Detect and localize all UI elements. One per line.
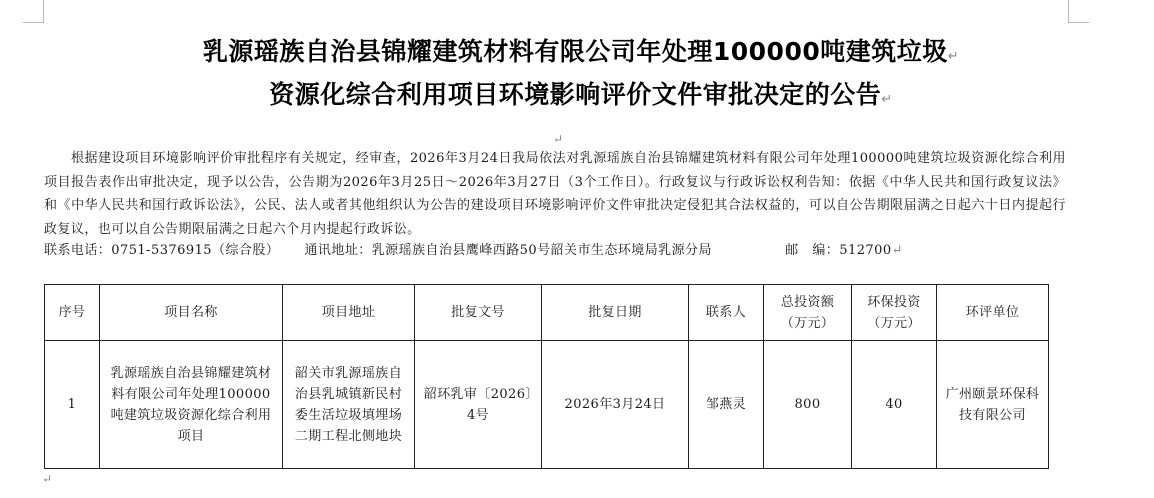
table-header-row [45, 285, 1049, 341]
crop-mark-top-left [23, 0, 44, 23]
header-cell: 环评单位 [937, 285, 1049, 341]
paragraph-mark-icon: ↵ [947, 49, 960, 64]
table-cell: 韶关市乳源瑶族自治县乳城镇新民村委生活垃圾填埋场二期工程北侧地块 [283, 341, 415, 469]
table-row [45, 341, 1049, 469]
table-cell: 韶环乳审〔2026〕4号 [415, 341, 542, 469]
contact-address: 通讯地址：乳源瑶族自治县鹰峰西路50号韶关市生态环境局乳源分局 [304, 243, 712, 258]
paragraph-mark-icon: ↵ [881, 92, 893, 107]
table-cell: 1 [45, 341, 100, 469]
contact-postcode: 邮 编：512700 [785, 243, 892, 258]
table-cell: 广州颐景环保科技有限公司 [937, 341, 1049, 469]
notice-body-paragraph: 根据建设项目环境影响评价审批程序有关规定，经审查，2026年3月24日我局依法对乳源瑶族自治县锦耀建筑材料有限公司年处理100000吨建筑垃圾资源化综合利用项目报告表作出审批决定，现予以公告，公告期为2026年3月25日～2026年3月27日（3个工作日）。行政复议与行政诉讼权利告知：依据《中华人民共和国行政复议法》和《中华人民共和国行政诉讼法》，公民、法人或者其他组织认为公告的建设项目环境影响评价文件审批决定侵犯其合法权益的，可以自公告期限届满之日起六十日内提起行政复议，也可以自公告期限届满之日起六个月内提起行政诉讼。 [44, 151, 1066, 237]
paragraph-mark-icon: ↵ [42, 472, 53, 486]
header-cell: 总投资额（万元） [764, 285, 852, 341]
contact-line [44, 241, 903, 261]
table-cell: 40 [852, 341, 937, 469]
table-cell: 乳源瑶族自治县锦耀建筑材料有限公司年处理100000吨建筑垃圾资源化综合利用项目 [100, 341, 283, 469]
paragraph-mark-icon: ↵ [553, 132, 564, 146]
document-title-line-2: 资源化综合利用项目环境影响评价文件审批决定的公告↵ [269, 80, 893, 109]
header-cell: 批复文号 [415, 285, 542, 341]
approval-table [44, 284, 1049, 469]
crop-mark-top-right [1068, 0, 1089, 23]
document-title-line-1: 乳源瑶族自治县锦耀建筑材料有限公司年处理100000吨建筑垃圾↵ [202, 37, 960, 66]
contact-phone: 联系电话：0751-5376915（综合股） [44, 243, 280, 258]
table-cell: 800 [764, 341, 852, 469]
header-cell: 项目名称 [100, 285, 283, 341]
table-cell: 邹燕灵 [689, 341, 764, 469]
table-cell: 2026年3月24日 [542, 341, 689, 469]
header-cell: 序号 [45, 285, 100, 341]
header-cell: 联系人 [689, 285, 764, 341]
paragraph-mark-icon: ↵ [891, 243, 903, 258]
header-cell: 环保投资（万元） [852, 285, 937, 341]
header-cell: 批复日期 [542, 285, 689, 341]
header-cell: 项目地址 [283, 285, 415, 341]
